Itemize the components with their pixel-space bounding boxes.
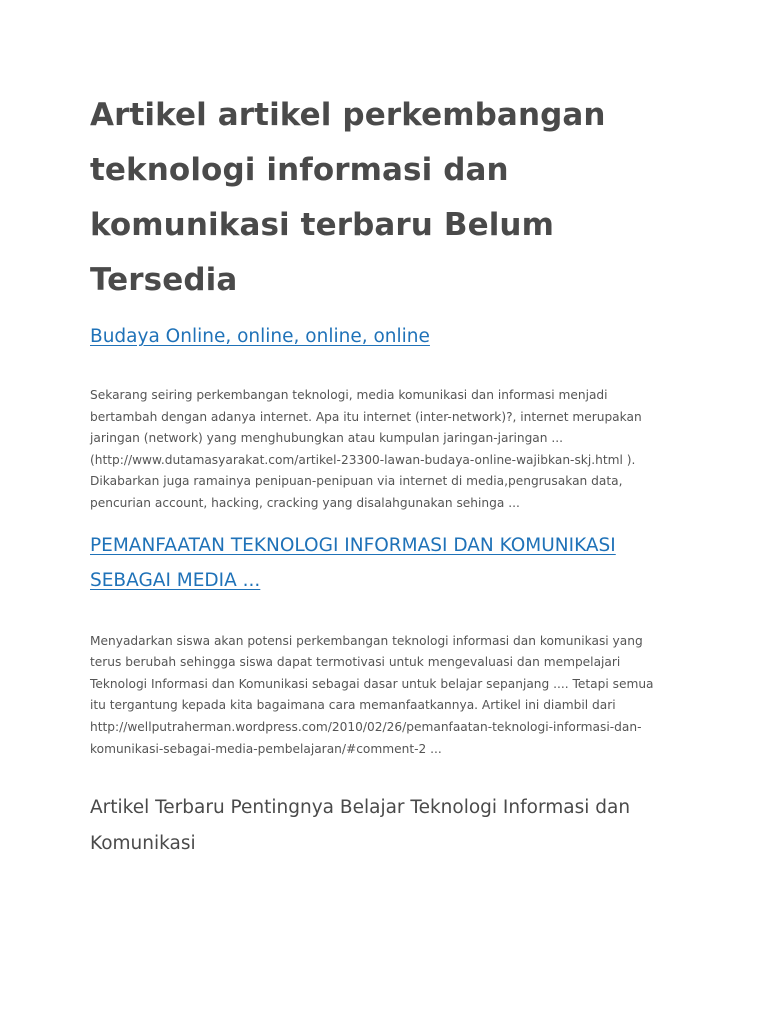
document-page	[90, 88, 690, 862]
title-line: Tersedia	[90, 262, 238, 298]
excerpt-line: itu tergantung kepada kita bagaimana cara memanfaatkannya. Artikel ini diambil dari	[90, 698, 616, 713]
budaya-online-link[interactable]: Budaya Online, online, online, online	[90, 326, 430, 347]
excerpt-line: Sekarang seiring perkembangan teknologi, media komunikasi dan informasi menjadi	[90, 388, 608, 402]
excerpt-line: Dikabarkan juga ramainya penipuan-penipuan via internet di media,pengrusakan data,	[90, 474, 623, 489]
title-line: Artikel artikel perkembangan	[90, 97, 606, 133]
section-subheading	[90, 790, 690, 862]
excerpt-line: http://wellputraherman.wordpress.com/2010/02/26/pemanfaatan-teknologi-informasi-dan-	[90, 719, 642, 734]
link-line[interactable]: SEBAGAI MEDIA ...	[90, 569, 261, 591]
excerpt-line: bertambah dengan adanya internet. Apa itu internet (inter-network)?, internet merupakan	[90, 409, 642, 424]
budaya-online-excerpt	[90, 385, 690, 515]
excerpt-line: jaringan (network) yang menghubungkan atau kumpulan jaringan-jaringan ...	[90, 431, 563, 446]
excerpt-line: komunikasi-sebagai-media-pembelajaran/#comment-2 ...	[90, 741, 442, 756]
subheading-line: Komunikasi	[90, 833, 196, 855]
pemanfaatan-teknologi-link[interactable]	[90, 528, 690, 598]
title-line: komunikasi terbaru Belum	[90, 207, 554, 243]
excerpt-line: pencurian account, hacking, cracking yang disalahgunakan sehinga ...	[90, 495, 520, 510]
pemanfaatan-teknologi-excerpt	[90, 631, 690, 761]
excerpt-line: (http://www.dutamasyarakat.com/artikel-23300-lawan-budaya-online-wajibkan-skj.html ).	[90, 452, 636, 467]
link-line[interactable]: PEMANFAATAN TEKNOLOGI INFORMASI DAN KOMUNIKASI	[90, 534, 616, 556]
subheading-line: Artikel Terbaru Pentingnya Belajar Teknologi Informasi dan	[90, 797, 631, 819]
page-title	[90, 88, 690, 308]
excerpt-line: terus berubah sehingga siswa dapat termotivasi untuk mengevaluasi dan mempelajari	[90, 655, 621, 670]
excerpt-line: Teknologi Informasi dan Komunikasi sebagai dasar untuk belajar sepanjang .... Tetapi semua	[90, 676, 654, 691]
excerpt-line: Menyadarkan siswa akan potensi perkembangan teknologi informasi dan komunikasi yang	[90, 633, 643, 648]
title-line: teknologi informasi dan	[90, 152, 509, 188]
